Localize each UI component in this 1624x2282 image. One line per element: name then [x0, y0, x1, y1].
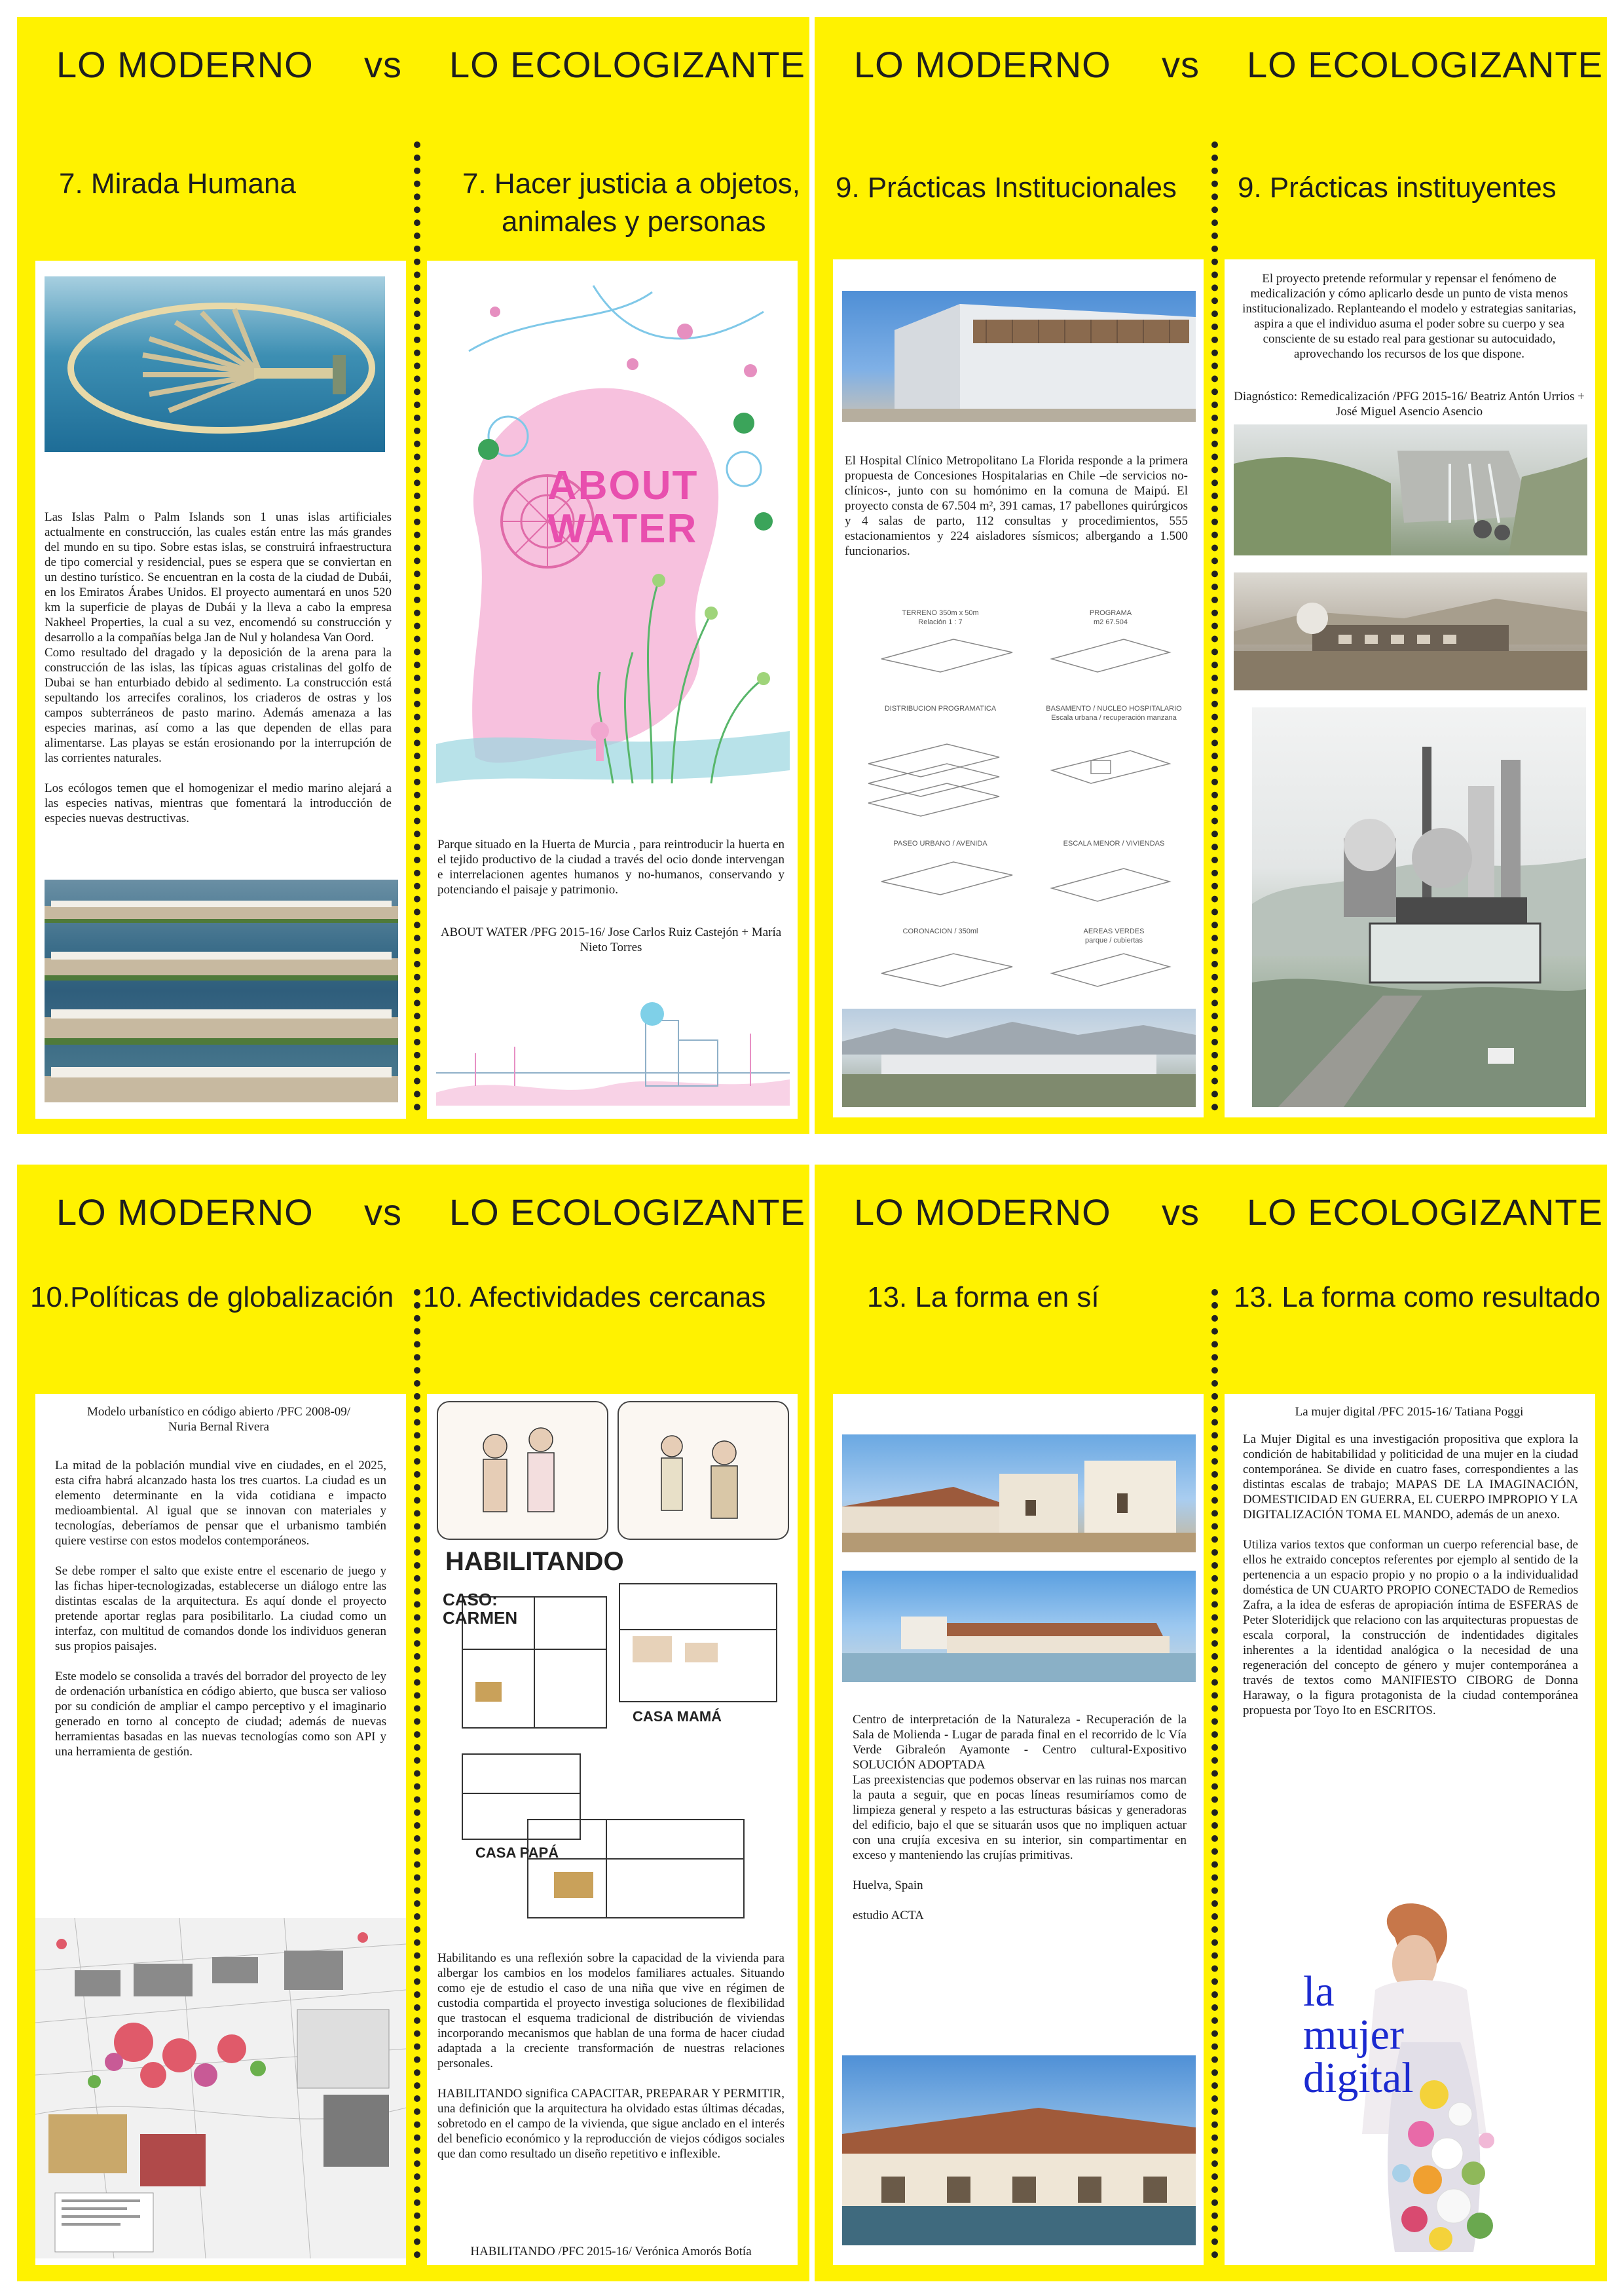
panel-forma — [815, 1165, 1607, 2281]
subtitle-right-line1: 7. Hacer justicia a objetos, — [462, 168, 801, 200]
remedicalizacion-credit: Diagnóstico: Remedicalización /PFG 2015-16/ Beatriz Antón Urrios + José Miguel Asencio Asencio — [1234, 390, 1585, 419]
molienda-photo-3 — [842, 2055, 1196, 2245]
header-right: LO ECOLOGIZANTE — [449, 1191, 805, 1233]
habilitando-sketch-title: HABILITANDO — [445, 1547, 624, 1576]
panel-header — [815, 1191, 1607, 1243]
mujer-digital-heading: La mujer digital /PFC 2015-16/ Tatiana Poggi — [1295, 1405, 1524, 1419]
hospital-photo — [842, 291, 1196, 422]
open-model-p1: La mitad de la población mundial vive en ciudades, en el 2025, esta cifra habrá alcanzado hasta los tres cuartos. La ciudad es un elemento determinante en la vida cotidiana e impacto medioambiental. Al igual que se innovan con materiales y tecnologías, deberíamos de pensar que el urbanismo también quiere vestirse con estos modelos contemporáneos. — [55, 1459, 386, 1548]
panel-mirada-humana — [17, 17, 809, 1134]
header-right: LO ECOLOGIZANTE — [449, 44, 805, 85]
left-column — [833, 1394, 1204, 2265]
remedicalizacion-text: El proyecto pretende reformular y repensar el fenómeno de medicalización y cómo aplicarlo desde un punto de vista menos institucionalizado. Replanteando el modelo y estrategias sanitarias, aspira a que el individuo asuma el poder sobre su cuerpo y sea consciente de su estado real para gestionar su autocuidado, aprovechando los recursos de los que dispone. — [1242, 272, 1576, 361]
habilitando-p1: Habilitando es una reflexión sobre la capacidad de la vivienda para albergar los cambios en los modelos familiares actuales. Situando como eje de estudio el caso de una niña que vive en régimen de custodia compartida el proyecto investiga soluciones de flexibilidad que trastocan el esquema tradicional de distribución de viviendas incorporando mecanismos que hablan de una forma de hacer ciudad adaptada a la creciente transformación de nuestras relaciones personales. — [437, 1951, 784, 2070]
about-water-section-drawing — [436, 994, 790, 1106]
dam-landscape-image — [1234, 424, 1587, 555]
diagram-label-basamento: BASAMENTO / NUCLEO HOSPITALARIO — [1046, 705, 1182, 713]
habilitando-credit: HABILITANDO /PFC 2015-16/ Verónica Amorós Botía — [470, 2245, 752, 2258]
open-model-heading: Modelo urbanístico en código abierto /PFC 2008-09/ Nuria Bernal Rivera — [86, 1405, 351, 1434]
poster-word-la: la — [1303, 1968, 1335, 2015]
header-left: LO MODERNO — [56, 44, 314, 85]
hospital-diagrams — [842, 600, 1196, 993]
hospital-text: El Hospital Clínico Metropolitano La Florida responde a la primera propuesta de Concesiones Hospitalarias en Chile –de servicios no-clínicos-, junto con su homónimo en la comuna de Maipú. El proyecto consta de 67.504 m², 391 camas, 17 pabellones quirúrgicos y 4 salas de parto, 112 consultas y procedimientos, 555 estacionamientos y 224 aisladores sísmicos; albergando a 1.500 funcionarios. — [845, 454, 1188, 558]
open-model-p3: Este modelo se consolida a través del borrador del proyecto de ley de ordenación urbanística en código abierto, que busca ser valioso por su condición de ampliar el campo perceptivo y el imaginario generado en torno al concepto de ciudad; además de nuevas herramientas basadas en las nuevas tecnologías como son API y una herramienta de gestión. — [55, 1670, 386, 1759]
diagram-label-escala-urbana: Escala urbana / recuperación manzana — [1051, 714, 1177, 722]
left-column — [833, 259, 1204, 1117]
sketch-caso-carmen: CASO: CARMEN — [443, 1590, 518, 1628]
header-vs: vs — [364, 1191, 402, 1233]
panel-header — [17, 43, 809, 96]
dotted-divider — [1211, 1289, 1218, 2258]
poster-word-mujer: mujer — [1303, 2011, 1404, 2059]
panel-globalizacion — [17, 1165, 809, 2281]
mujer-digital-poster — [1303, 1898, 1519, 2252]
urban-model-collage — [35, 1918, 406, 2258]
header-left: LO MODERNO — [854, 1191, 1111, 1233]
diagram-label-escala-menor: ESCALA MENOR / VIVIENDAS — [1063, 840, 1165, 848]
right-column — [1225, 259, 1595, 1117]
left-column — [35, 261, 406, 1119]
header-right: LO ECOLOGIZANTE — [1247, 1191, 1603, 1233]
subtitle-left: 13. La forma en sí — [867, 1281, 1099, 1313]
about-water-poster — [436, 272, 790, 816]
molienda-photo-1 — [842, 1434, 1196, 1552]
subtitle-right: 9. Prácticas instituyentes — [1238, 172, 1557, 204]
palm-villas-image — [45, 880, 398, 1102]
diagram-label-terreno: TERRENO 350m x 50m — [902, 609, 979, 617]
subtitle-right: 13. La forma como resultado — [1234, 1281, 1601, 1313]
header-vs: vs — [364, 44, 402, 85]
palm-text-p3: Los ecólogos temen que el homogenizar el medio marino alejará a las especies nativas, mientras que fomentará la introducción de especies nuevas destructivas. — [45, 781, 392, 825]
header-left: LO MODERNO — [854, 44, 1111, 85]
sketch-casa-papa: CASA PAPÁ — [475, 1844, 559, 1861]
molienda-text — [853, 1712, 1187, 1938]
palm-text-p1: Las Islas Palm o Palm Islands son 1 unas islas artificiales actualmente en construcción, las cuales están entre las más grandes del mundo en su tipo. Sobre estas islas, se construirá infraestructura de tipo comercial y residencial, pues se espera que se conviertan en un destino turístico. Se encuentran en la costa de la ciudad de Dubái, en los Emiratos Árabes Unidos. El proyecto aumentará en unos 520 km la superficie de playas de Dubái y la lleva a cabo la empresa Nakheel Properties, la cual a su vez, encomendó su construcción y desarrollo a la compañías belga Jan de Nul y holandesa Van Oord. — [45, 510, 392, 645]
about-water-text — [437, 837, 784, 912]
panel-header — [17, 1191, 809, 1243]
diagram-label-aereas: AEREAS VERDES — [1083, 927, 1145, 935]
dotted-divider — [1211, 141, 1218, 1111]
diagram-label-paseo: PASEO URBANO / AVENIDA — [893, 840, 987, 848]
palm-text-p2: Como resultado del dragado y la deposición de la arena para la construcción de las islas, las típicas aguas cristalinas del golfo de Dubai se han enturbiado debido al sedimento. La construcción está sepultando los arrecifes coralinos, los criaderos de ostras y los campos subterráneos de pasto marino. Además amenaza a las especies marinas, así como a las que dependen de ellas para alimentarse. Las playas se están erosionando por la interrupción de las corrientes naturales. — [45, 646, 392, 765]
panel-practicas — [815, 17, 1607, 1134]
right-column — [1225, 1394, 1595, 2265]
habilitando-text — [437, 1951, 784, 2161]
subtitle-right-line2: animales y personas — [502, 206, 766, 238]
diagram-label-distribucion: DISTRIBUCION PROGRAMATICA — [884, 705, 997, 713]
header-left: LO MODERNO — [56, 1191, 314, 1233]
hospital-city-photo — [842, 1009, 1196, 1107]
header-right: LO ECOLOGIZANTE — [1247, 44, 1603, 85]
mujer-digital-p1: La Mujer Digital es una investigación propositiva que explora la condición de habitabilidad y politicidad de una mujer en la ciudad contemporánea. Se divide en cuatro fases, correspondientes a las distintas escalas de trabajo; MAPAS DE LA IMAGINACIÓN, DOMESTICIDAD EN GUERRA, EL CUERPO IMPROPIO Y LA DIGITALIZACIÓN TOMA EL MANDO, además de un anexo. — [1243, 1432, 1578, 1522]
diagram-label-m2: m2 67.504 — [1094, 618, 1128, 626]
subtitle-left: 7. Mirada Humana — [59, 168, 296, 200]
poster-title-about: ABOUT — [547, 463, 699, 508]
subtitle-left: 10.Políticas de globalización — [30, 1281, 394, 1313]
palm-text — [45, 510, 392, 841]
molienda-p1: Centro de interpretación de la Naturaleza - Recuperación de la Sala de Molienda - Lugar de parada final en el recorrido de lc Vía Verde Gibraleón Ayamonte - Centro cultural-Expositivo SOLUCIÓN ADOPTADA — [853, 1713, 1187, 1772]
open-model-text — [55, 1458, 386, 1774]
diagram-label-programa: PROGRAMA — [1089, 609, 1132, 617]
mujer-digital-p2: Utiliza varios textos que conforman un cuerpo referencial base, de ellos he extraido conceptos referentes por ejemplo al sentido de la pertenencia a un espacio propio y no propio o a la individualidad doméstica de UN CUARTO PROPIO CONECTADO de Remedios Zafra, a la idea de esferas de apropiación íntima de ESFERAS de Peter Sloteridijck que relaciono con las arquitecturas propuestas de escala corporal, la construcción de indentidades digitales inherentes a la identidad analógica o la necesidad de una regeneración del concepto de género y mujer contemporánea a través de textos como MANIFIESTO CIBORG de Donna Haraway, o la figura protagonista de la ciudad contemporánea propuesta por Toyo Ito en ESCRITOS. — [1243, 1538, 1578, 1717]
remedicalizacion-render — [1252, 707, 1586, 1107]
diagram-label-relacion: Relación 1 : 7 — [918, 618, 963, 626]
subtitle-left: 9. Prácticas Institucionales — [836, 172, 1177, 204]
molienda-place: Huelva, Spain — [853, 1879, 923, 1892]
molienda-photo-2 — [842, 1571, 1196, 1682]
molienda-studio: estudio ACTA — [853, 1909, 924, 1922]
panel-header — [815, 43, 1607, 96]
sketch-casa-mama: CASA MAMÁ — [633, 1708, 722, 1725]
right-column — [427, 1394, 798, 2265]
palm-islands-aerial-image — [45, 276, 385, 452]
diagram-label-coronacion: CORONACION / 350ml — [902, 927, 978, 935]
subtitle-right: 10. Afectividades cercanas — [423, 1281, 766, 1313]
molienda-p2: Las preexistencias que podemos observar en las ruinas nos marcan la pauta a seguir, que en pocas líneas resumiríamos como de limpieza general y respeto a las estructuras básicas y generadoras del edificio, bajo el que se situarán usos que no impliquen actuar con una crujía excesiva en su interior, sin compartimentar en exceso y manteniendo las crujías primitivas. — [853, 1773, 1187, 1862]
poster-title-water: WATER — [547, 506, 698, 552]
habilitando-sketches — [436, 1400, 790, 1937]
mujer-digital-text — [1243, 1432, 1578, 1718]
left-column — [35, 1394, 406, 2265]
open-model-p2: Se debe romper el salto que existe entre el escenario de juego y las fichas hiper-tecnologizadas, establecerse un diálogo entre las distintas escalas de la arquitectura. Es aquí donde el proyecto pretende aportar reglas para posibilitarlo. La ciudad como un interfaz, con multitud de comandos donde los individuos generan sus propios paisajes. — [55, 1564, 386, 1653]
dotted-divider — [414, 141, 420, 1111]
header-vs: vs — [1162, 44, 1200, 85]
diagram-label-parque: parque / cubiertas — [1084, 937, 1143, 945]
habilitando-p2: HABILITANDO significa CAPACITAR, PREPARAR Y PERMITIR, una definición que la arquitectura ha olvidado estas últimas décadas, sobretodo en el campo de la vivienda, que sigue anclado en el interés del beneficio económico y la reproducción de viejos códigos sociales que dan como resultado un diseño repetitivo e inflexible. — [437, 2087, 784, 2161]
industrial-complex-image — [1234, 572, 1587, 690]
about-water-p1: Parque situado en la Huerta de Murcia , para reintroducir la huerta en el tejido productivo de la ciudad a través del ocio donde intervengan e interrelacionen agentes humanos y no-humanos, conservando y potenciando el paisaje y patrimonio. — [437, 838, 784, 897]
dotted-divider — [414, 1289, 420, 2258]
about-water-credit: ABOUT WATER /PFG 2015-16/ Jose Carlos Ruiz Castejón + María Nieto Torres — [440, 926, 782, 954]
header-vs: vs — [1162, 1191, 1200, 1233]
right-column — [427, 261, 798, 1119]
poster-word-digital: digital — [1303, 2054, 1414, 2102]
